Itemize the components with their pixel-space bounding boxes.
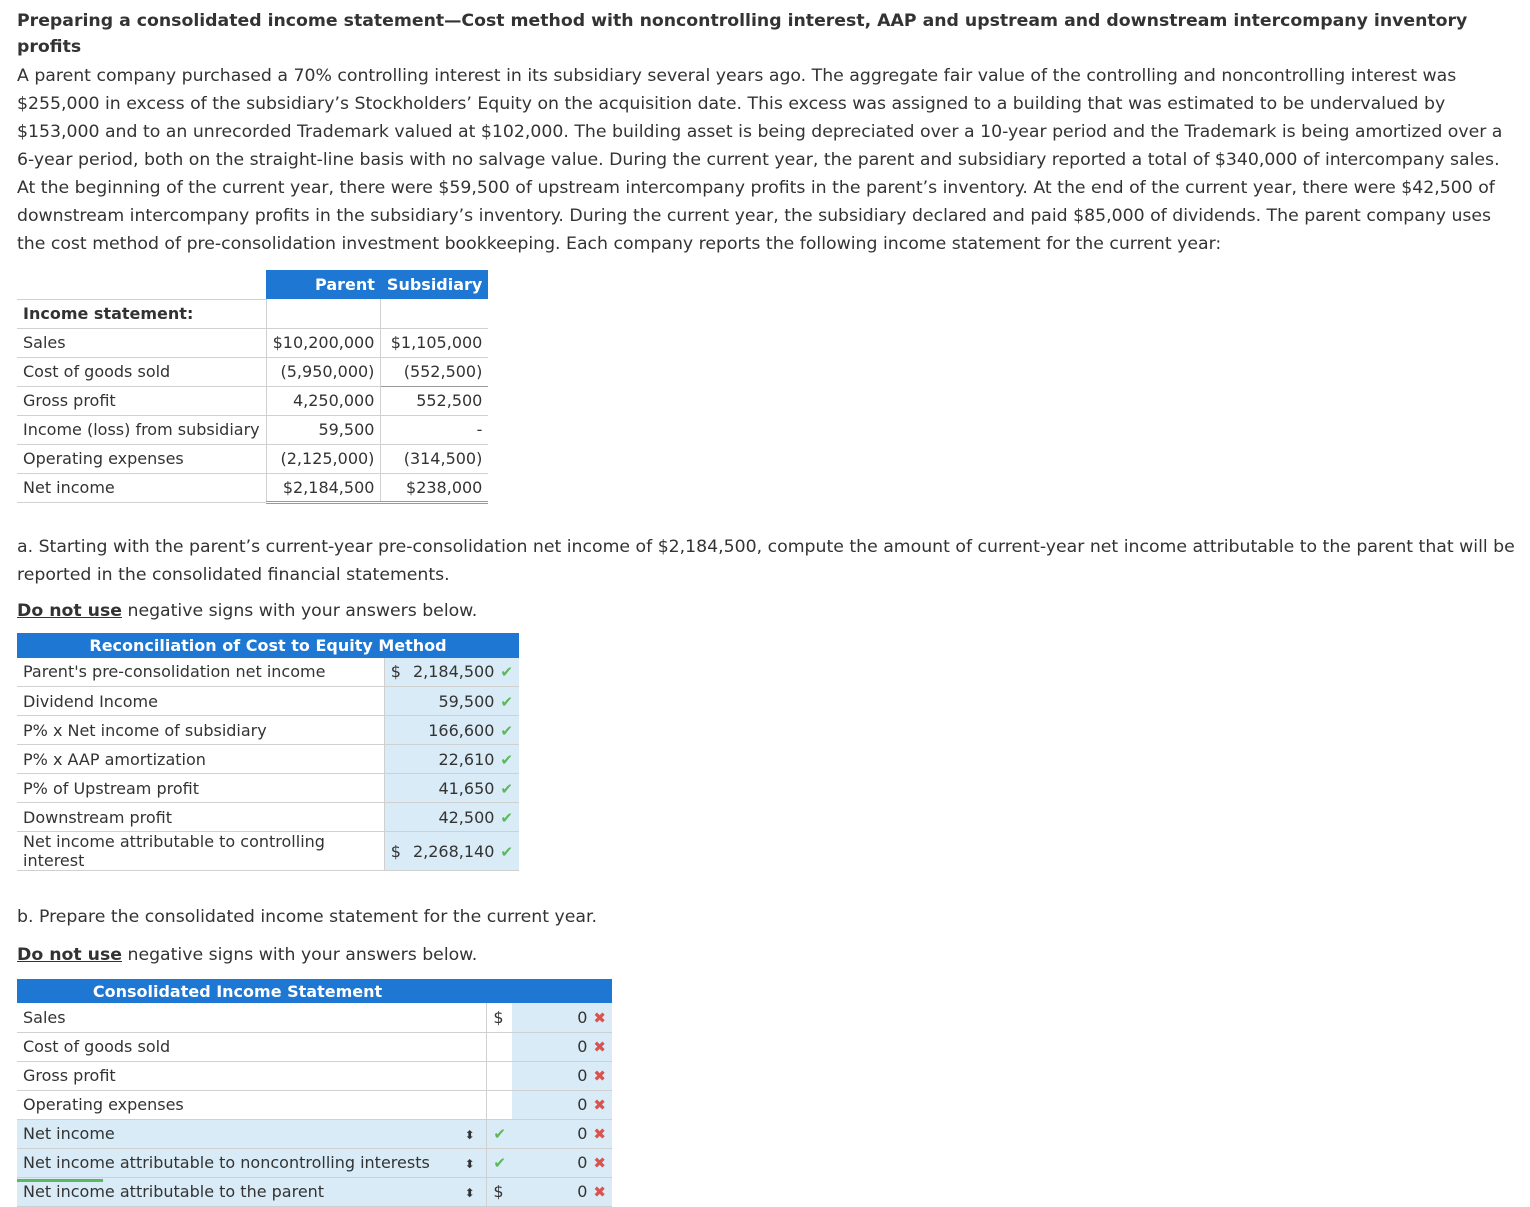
part-a-note-rest: negative signs with your answers below. [122,600,478,621]
recon-input-1[interactable] [407,687,519,716]
cons-input-3[interactable] [512,1090,612,1119]
up-down-arrow-icon[interactable]: ⬍ [453,1177,487,1206]
parent-net-income: $2,184,500 [266,473,381,502]
recon-label-0: Parent's pre-consolidation net income [17,658,384,687]
cons-input-6[interactable] [512,1177,612,1206]
cons-select-5[interactable] [17,1148,453,1177]
col-header-subsidiary: Subsidiary [381,270,488,299]
cons-value-2: 0 [577,1066,588,1085]
recon-value-5: 42,500 [438,807,495,827]
recon-value-2: 166,600 [428,720,495,740]
consolidated-title: Consolidated Income Statement [17,979,612,1003]
cross-icon: ✖ [593,1183,606,1201]
checkmark-icon: ✔ [500,779,513,798]
sub-opex: (314,500) [381,444,488,473]
parent-cogs: (5,950,000) [266,357,381,386]
recon-input-6[interactable] [407,832,519,871]
cons-input-5[interactable] [512,1148,612,1177]
checkmark-icon: ✔ [500,692,513,711]
parent-opex: (2,125,000) [266,444,381,473]
cons-input-2[interactable] [512,1061,612,1090]
part-b-note-rest: negative signs with your answers below. [122,945,478,965]
parent-income-sub: 59,500 [266,415,381,444]
cons-dollar-0: $ [487,1003,512,1032]
cons-value-1: 0 [577,1037,588,1056]
col-header-parent: Parent [266,270,381,299]
checkmark-icon: ✔ [500,808,513,827]
cons-dollar-6: $ [487,1177,512,1206]
part-a-note [17,597,1522,625]
row-label-net-income: Net income [17,473,266,502]
row-label-gross-profit: Gross profit [17,386,266,415]
cons-value-6: 0 [577,1182,588,1201]
row-label-opex: Operating expenses [17,444,266,473]
sub-income-sub: - [381,415,488,444]
recon-label-5: Downstream profit [17,803,384,832]
cons-value-0: 0 [577,1007,588,1027]
income-statement-table [17,270,488,504]
checkmark-icon: ✔ [493,1125,506,1143]
recon-input-0[interactable] [407,658,519,687]
recon-dollar-0: $ [384,658,407,687]
recon-input-3[interactable] [407,745,519,774]
recon-value-0: 2,184,500 [412,662,495,682]
recon-dollar-6: $ [384,832,407,871]
recon-input-2[interactable] [407,716,519,745]
cross-icon: ✖ [593,1038,606,1056]
part-b-question: b. Prepare the consolidated income statement for the current year. [17,907,597,927]
cons-input-1[interactable] [512,1032,612,1061]
cons-value-3: 0 [577,1095,588,1114]
cons-label-0: Sales [17,1003,453,1032]
cross-icon: ✖ [593,1067,606,1085]
recon-label-4: P% of Upstream profit [17,774,384,803]
part-a-question: a. Starting with the parent’s current-year pre-consolidation net income of $2,184,500, compute the amount of current-year net income attributable to the parent that will be reported in the consolidated financial statements. [17,536,1515,585]
parent-gross-profit: 4,250,000 [266,386,381,415]
row-label-sales: Sales [17,328,266,357]
recon-label-2: P% x Net income of subsidiary [17,716,384,745]
cross-icon: ✖ [593,1008,606,1027]
recon-label-3: P% x AAP amortization [17,745,384,774]
cons-value-4: 0 [577,1124,588,1143]
checkmark-icon: ✔ [500,842,513,861]
cons-label-3: Operating expenses [17,1090,453,1119]
sub-sales: $1,105,000 [381,328,488,357]
cons-label-4: Net income [23,1124,115,1143]
recon-input-4[interactable] [407,774,519,803]
cons-value-5: 0 [577,1153,588,1172]
problem-title: Preparing a consolidated income statement—Cost method with noncontrolling interest, AAP and upstream and downstream intercompany inventory profits [17,11,1468,57]
part-b-note [17,941,1522,969]
reconciliation-title: Reconciliation of Cost to Equity Method [17,633,519,658]
cons-label-6: Net income attributable to the parent [23,1182,325,1201]
checkmark-icon: ✔ [500,663,513,682]
up-down-arrow-icon[interactable]: ⬍ [453,1148,487,1177]
cross-icon: ✖ [593,1096,606,1114]
row-label-cogs: Cost of goods sold [17,357,266,386]
recon-label-1: Dividend Income [17,687,384,716]
row-label-income-sub: Income (loss) from subsidiary [17,415,266,444]
cons-input-0[interactable] [512,1003,612,1032]
parent-sales: $10,200,000 [266,328,381,357]
part-b-note-bold: Do not use [17,945,122,965]
recon-label-6: Net income attributable to controlling interest [17,832,384,871]
checkmark-icon: ✔ [500,750,513,769]
recon-value-6: 2,268,140 [412,841,495,861]
cross-icon: ✖ [593,1154,606,1172]
part-a-note-bold: Do not use [17,600,122,621]
section-label: Income statement: [17,299,266,328]
checkmark-icon: ✔ [493,1154,506,1172]
recon-value-3: 22,610 [438,749,495,769]
up-down-arrow-icon[interactable]: ⬍ [453,1119,487,1148]
recon-value-1: 59,500 [438,691,495,711]
cons-select-4[interactable] [17,1119,453,1148]
cons-label-5: Net income attributable to noncontrolling interests [23,1153,430,1172]
consolidated-income-table [17,979,612,1207]
problem-content [17,8,1522,1207]
cons-label-1: Cost of goods sold [17,1032,453,1061]
problem-intro: A parent company purchased a 70% controlling interest in its subsidiary several years ago. The aggregate fair value of the controlling and noncontrolling interest was $255,000 in excess of the subsidiary’s Stockholders’ Equity on the acquisition date. This excess was assigned to a building that was estimated to be undervalued by $153,000 and to an unrecorded Trademark valued at $102,000. The building asset is being depreciated over a 10-year period and the Trademark is being amortized over a 6-year period, both on the straight-line basis with no salvage value. During the current year, the parent and subsidiary reported a total of $340,000 of intercompany sales. At the beginning of the current year, there were $59,500 of upstream intercompany profits in the parent’s inventory. At the end of the current year, there were $42,500 of downstream intercompany profits in the subsidiary’s inventory. During the current year, the subsidiary declared and paid $85,000 of dividends. The parent company uses the cost method of pre-consolidation investment bookkeeping. Each company reports the following income statement for the current year: [17,66,1503,254]
cons-label-2: Gross profit [17,1061,453,1090]
recon-input-5[interactable] [407,803,519,832]
sub-net-income: $238,000 [381,473,488,502]
sub-cogs: (552,500) [381,357,488,386]
sub-gross-profit: 552,500 [381,386,488,415]
reconciliation-table [17,633,519,872]
recon-value-4: 41,650 [438,778,495,798]
cons-input-4[interactable] [512,1119,612,1148]
checkmark-icon: ✔ [500,721,513,740]
cross-icon: ✖ [593,1125,606,1143]
